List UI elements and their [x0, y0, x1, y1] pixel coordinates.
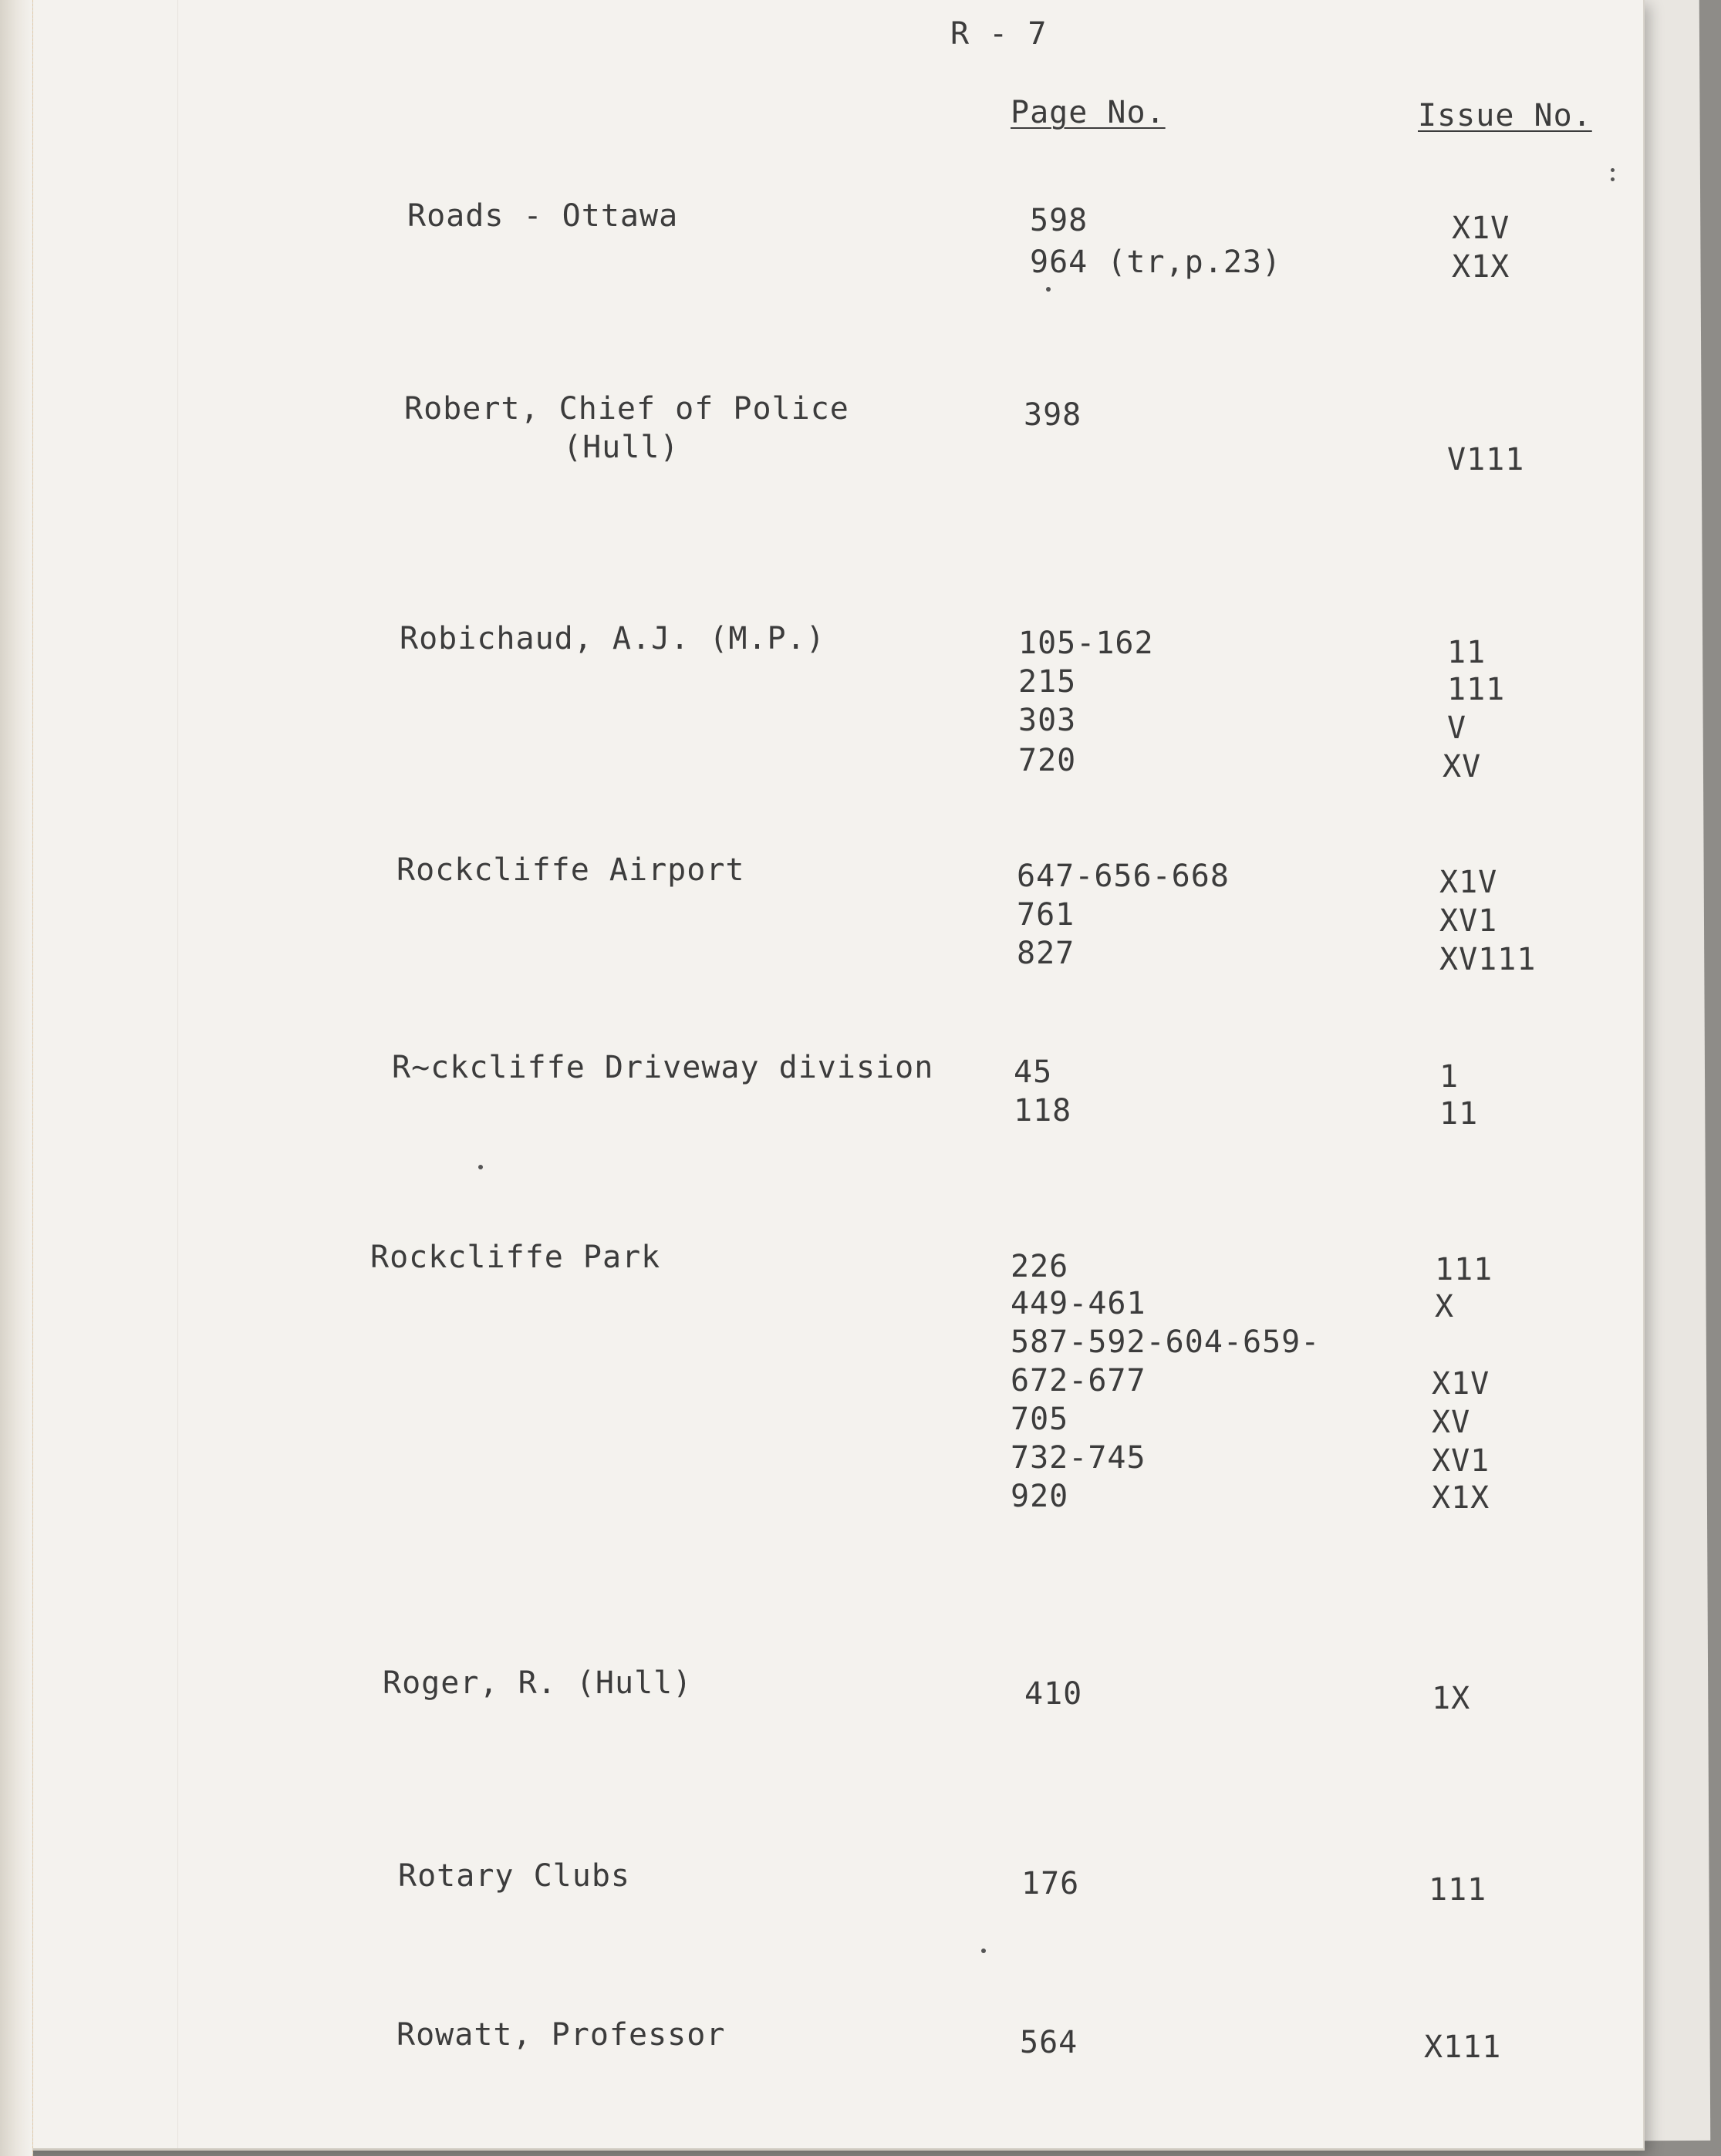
issue-number: X1V — [1452, 211, 1510, 246]
issue-number: 111 — [1429, 1872, 1487, 1908]
page-number: 587-592-604-659- — [1011, 1324, 1321, 1360]
page-number: 449-461 — [1011, 1286, 1146, 1321]
page-number: 647-656-668 — [1017, 859, 1230, 894]
issue-number: 111 — [1447, 672, 1506, 707]
ink-speck — [1611, 168, 1615, 172]
page-number: 732-745 — [1011, 1440, 1146, 1476]
issue-number: X1X — [1432, 1480, 1490, 1516]
issue-number: 1 — [1439, 1059, 1459, 1095]
ink-speck — [1611, 177, 1615, 181]
page-number: 761 — [1017, 897, 1075, 933]
issue-number: 11 — [1447, 635, 1486, 670]
page-number: 215 — [1018, 664, 1077, 700]
ink-speck — [478, 1165, 483, 1169]
issue-number: X111 — [1424, 2029, 1502, 2065]
issue-number: 1X — [1432, 1681, 1471, 1716]
page-number: 45 — [1014, 1054, 1053, 1090]
page-no-header: Page No. — [1011, 95, 1166, 130]
entry-name: Rotary Clubs — [398, 1858, 630, 1894]
issue-number: X1X — [1452, 249, 1510, 285]
page-number: 118 — [1014, 1093, 1072, 1129]
entry-name-continued: (Hull) — [563, 430, 680, 465]
binding-edge — [0, 0, 33, 2156]
entry-name: Roads - Ottawa — [407, 198, 679, 234]
ink-speck — [981, 1948, 986, 1953]
page-number: 105-162 — [1018, 626, 1154, 661]
entry-name: Robichaud, A.J. (M.P.) — [400, 621, 825, 656]
page-number: 303 — [1018, 703, 1077, 738]
issue-number: XV111 — [1439, 942, 1537, 977]
page-number: 672-677 — [1011, 1363, 1146, 1399]
issue-number: X — [1435, 1289, 1455, 1324]
page-number: 564 — [1020, 2025, 1078, 2060]
entry-name: Rockcliffe Airport — [397, 852, 745, 888]
issue-number: X1V — [1432, 1366, 1490, 1402]
page-number: 920 — [1011, 1479, 1069, 1514]
issue-number: 111 — [1435, 1252, 1493, 1287]
issue-no-header: Issue No. — [1418, 98, 1592, 133]
issue-number: V — [1447, 710, 1467, 746]
entry-name: Rowatt, Professor — [397, 2017, 726, 2053]
entry-name: Roger, R. (Hull) — [383, 1665, 693, 1701]
page-number: 827 — [1017, 936, 1075, 971]
page-number: 598 — [1030, 203, 1088, 238]
page-number: 176 — [1021, 1866, 1080, 1901]
issue-number: V111 — [1447, 442, 1525, 477]
page-number: 226 — [1011, 1249, 1069, 1284]
page-number: 398 — [1024, 397, 1082, 433]
page-label: R - 7 — [950, 16, 1048, 52]
issue-number: XV1 — [1439, 903, 1498, 939]
page-number: 410 — [1024, 1676, 1083, 1712]
entry-name: Robert, Chief of Police — [404, 391, 849, 427]
issue-number: X1V — [1439, 865, 1498, 900]
issue-number: XV — [1432, 1405, 1471, 1440]
entry-name: Rockcliffe Park — [370, 1240, 661, 1275]
page-number: 964 (tr,p.23) — [1030, 245, 1282, 280]
page-number: 720 — [1018, 743, 1077, 778]
issue-number: XV — [1443, 749, 1482, 784]
entry-name: R~ckcliffe Driveway division — [392, 1050, 934, 1085]
issue-number: XV1 — [1432, 1443, 1490, 1479]
page-number: 705 — [1011, 1402, 1069, 1437]
ink-speck — [1046, 287, 1051, 292]
issue-number: 11 — [1439, 1096, 1479, 1132]
